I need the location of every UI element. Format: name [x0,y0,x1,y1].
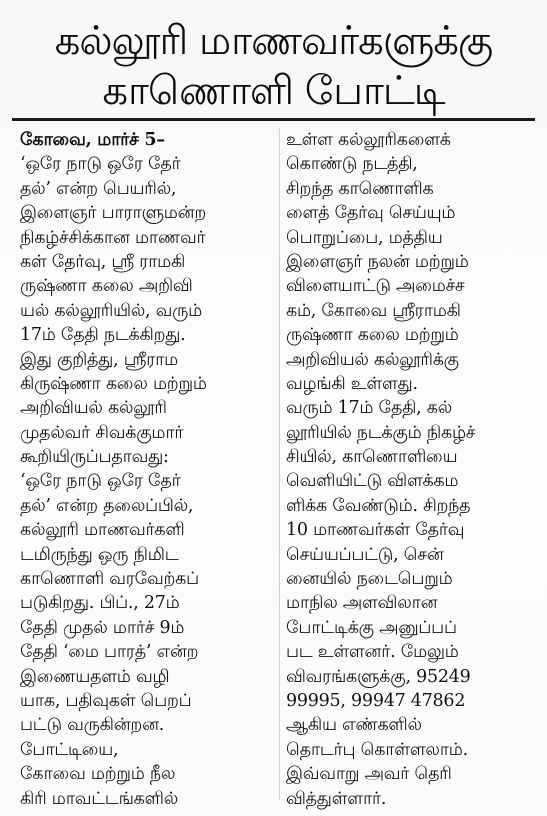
text-line: மாநில அளவிலான [286,593,438,614]
text-line: சியில், காணொளியை [286,447,458,468]
text-line: விவரங்களுக்கு, 95249 [286,666,471,687]
text-line: வெளியிட்டு விளக்கம [286,471,459,492]
text-line: கிரி மாவட்டங்களில் [20,788,178,809]
text-line: தேதி ‘மை பாரத்’ என்ற [20,642,199,663]
headline-rule [12,118,535,121]
dateline: கோவை, மார்ச் 5– [20,130,165,150]
text-line: கம், கோவை ஸ்ரீராமகி [286,300,461,321]
text-line: கிருஷ்ணா கலை மற்றும் [20,373,207,394]
text-line: யல் கல்லூரியில், வரும் [20,300,202,321]
text-line: வித்துள்ளார். [286,788,387,809]
text-line: கல்லூரி மாணவர்களி [20,520,185,541]
text-line: கொண்டு நடத்தி, [286,154,418,175]
text-line: பட உள்ளனர். மேலும் [286,642,459,663]
left-column [20,128,272,811]
text-line: தல்’ என்ற பெயரில், [20,178,177,199]
right-column [286,128,532,811]
text-line: னையில் நடைபெறும் [286,569,453,590]
text-line: இளைஞர் நலன் மற்றும் [286,251,469,272]
text-line: நிகழ்ச்சிக்கான மாணவர் [20,227,206,248]
text-line: டமிருந்து ஒரு நிமிட [20,544,179,565]
text-line: ‘ஒரே நாடு ஒரே தேர் [20,471,181,492]
column-divider [279,128,280,800]
text-line: காணொளி வரவேற்கப் [20,569,199,590]
text-line: கள் தேர்வு, ஸ்ரீ ராமகி [20,251,186,272]
text-line: அறிவியல் கல்லூரி [20,398,167,419]
text-line: விளையாட்டு அமைச்ச [286,276,465,297]
text-line: ‘ஒரே நாடு ஒரே தேர் [20,154,181,175]
text-line: போட்டிக்கு அனுப்பப் [286,617,457,638]
text-line: லூரியில் நடக்கும் நிகழ்ச் [286,422,476,443]
text-line: ருஷ்ணா கலை மற்றும் [286,325,459,346]
text-line: அறிவியல் கல்லூரிக்கு [286,349,459,370]
text-line: தேதி முதல் மார்ச் 9ம் [20,617,185,638]
text-line: யாக, பதிவுகள் பெறப் [20,690,192,711]
text-line: பொறுப்பை, மத்திய [286,227,443,248]
headline [16,16,531,116]
text-line: போட்டியை, [20,739,119,760]
text-line: ளைத் தேர்வு செய்யும் [286,203,456,224]
text-line: ருஷ்ணா கலை அறிவி [20,276,193,297]
text-line: படுகிறது. பிப்., 27ம் [20,593,180,614]
text-line: தொடர்பு கொள்ளலாம். [286,739,468,760]
text-line: இணையதளம் வழி [20,666,170,687]
text-line: ஆகிய எண்களில் [286,715,422,736]
headline-line-2: காணொளி போட்டி [102,68,445,114]
text-line: ளிக்க வேண்டும். சிறந்த [286,495,471,516]
text-line: 10 மாணவர்கள் தேர்வு [286,520,465,541]
text-line: 17ம் தேதி நடக்கிறது. [20,325,186,346]
text-line: பட்டு வருகின்றன. [20,715,165,736]
text-line: கோவை மற்றும் நீல [20,764,176,785]
text-line: இது குறித்து, ஸ்ரீராம [20,349,178,370]
text-line: தல்’ என்ற தலைப்பில், [20,495,194,516]
text-line: கூறியிருப்பதாவது: [20,447,169,468]
text-line: வரும் 17ம் தேதி, கல் [286,398,453,419]
text-line: இவ்வாறு அவர் தெரி [286,764,452,785]
text-line: முதல்வர் சிவக்குமார் [20,422,184,443]
headline-line-1: கல்லூரி மாணவர்களுக்கு [54,18,493,64]
text-line: வழங்கி உள்ளது. [286,373,418,394]
text-line: 99995, 99947 47862 [286,690,466,711]
text-line: இளைஞர் பாராளுமன்ற [20,203,207,224]
text-line: செய்யப்பட்டு, சென் [286,544,444,565]
text-line: உள்ள கல்லூரிகளைக் [286,130,451,150]
text-line: சிறந்த காணொளிக [286,178,434,199]
